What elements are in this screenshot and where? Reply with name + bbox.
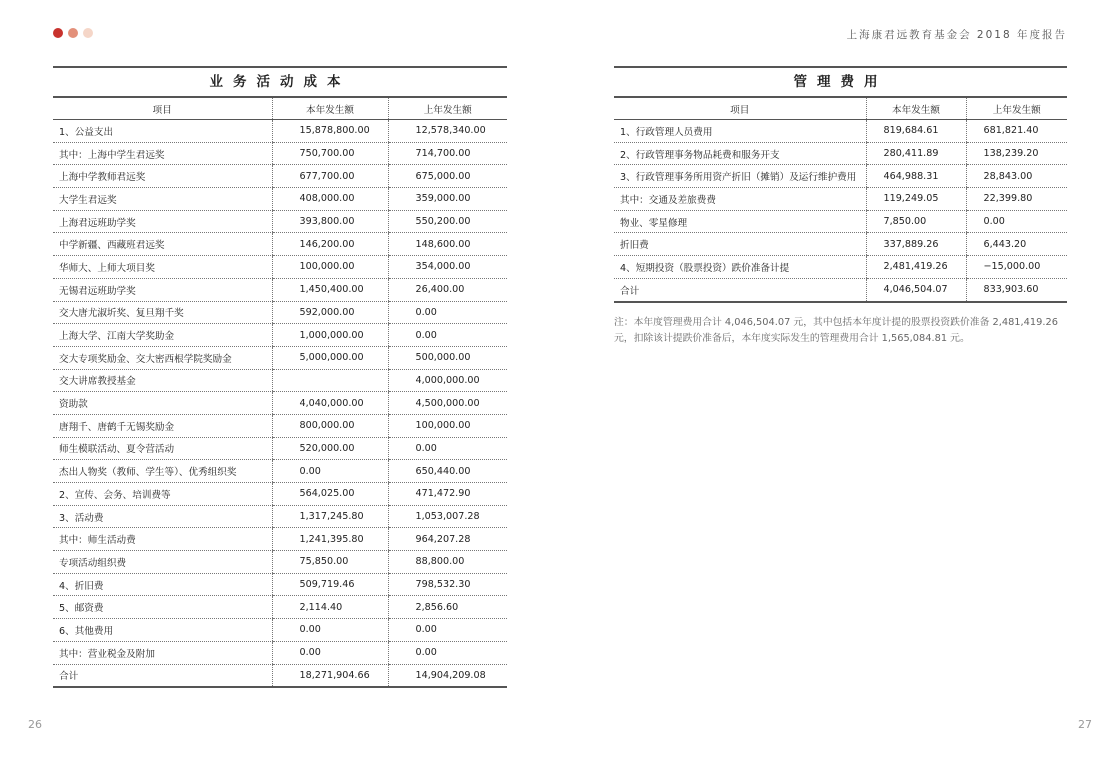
column-header-current-year: 本年发生额 bbox=[272, 98, 388, 120]
management-costs-note: 注：本年度管理费用合计 4,046,504.07 元，其中包括本年度计提的股票投资跌价准备 2,481,419.26 元，扣除该计提跌价准备后，本年度实际发生的管理费用合计 1,565,084.81 元。 bbox=[614, 317, 1058, 344]
cell-previous-year: −15,000.00 bbox=[966, 256, 1067, 279]
column-header-current-year: 本年发生额 bbox=[866, 98, 966, 120]
cell-item: 杰出人物奖（教师、学生等）、优秀组织奖 bbox=[53, 460, 272, 483]
column-header-item: 项目 bbox=[614, 98, 866, 120]
cell-previous-year: 500,000.00 bbox=[388, 346, 507, 369]
table-row bbox=[53, 165, 507, 188]
table-row bbox=[53, 460, 507, 483]
cell-item: 3、活动费 bbox=[53, 505, 272, 528]
table-row bbox=[53, 483, 507, 506]
cell-current-year: 0.00 bbox=[272, 641, 388, 664]
cell-item: 其中：上海中学生君远奖 bbox=[53, 142, 272, 165]
dot-pale bbox=[83, 28, 93, 38]
cell-previous-year: 964,207.28 bbox=[388, 528, 507, 551]
cell-item: 1、公益支出 bbox=[53, 120, 272, 143]
cell-previous-year: 148,600.00 bbox=[388, 233, 507, 256]
table-row bbox=[53, 437, 507, 460]
table-row bbox=[53, 256, 507, 279]
cell-previous-year: 471,472.90 bbox=[388, 483, 507, 506]
cell-current-year: 100,000.00 bbox=[272, 256, 388, 279]
cell-current-year bbox=[272, 369, 388, 392]
table-row bbox=[614, 278, 1067, 301]
column-header-item: 项目 bbox=[53, 98, 272, 120]
cell-previous-year: 0.00 bbox=[388, 619, 507, 642]
cell-previous-year: 4,500,000.00 bbox=[388, 392, 507, 415]
cell-previous-year: 100,000.00 bbox=[388, 414, 507, 437]
cell-current-year: 592,000.00 bbox=[272, 301, 388, 324]
cell-item: 交大讲席教授基金 bbox=[53, 369, 272, 392]
table-row bbox=[53, 551, 507, 574]
cell-item: 合计 bbox=[614, 278, 866, 301]
cell-current-year: 1,317,245.80 bbox=[272, 505, 388, 528]
table-row bbox=[53, 142, 507, 165]
cell-item: 大学生君远奖 bbox=[53, 188, 272, 211]
table-row bbox=[614, 188, 1067, 211]
cell-current-year: 2,481,419.26 bbox=[866, 256, 966, 279]
cell-current-year: 15,878,800.00 bbox=[272, 120, 388, 143]
cell-current-year: 1,450,400.00 bbox=[272, 278, 388, 301]
cell-previous-year: 26,400.00 bbox=[388, 278, 507, 301]
cell-item: 交大唐尤淑圻奖、复旦翔千奖 bbox=[53, 301, 272, 324]
cell-current-year: 800,000.00 bbox=[272, 414, 388, 437]
cell-previous-year: 22,399.80 bbox=[966, 188, 1067, 211]
cell-current-year: 509,719.46 bbox=[272, 573, 388, 596]
page-number-right: 27 bbox=[1078, 718, 1092, 731]
cell-current-year: 408,000.00 bbox=[272, 188, 388, 211]
table-row bbox=[53, 233, 507, 256]
cell-previous-year: 359,000.00 bbox=[388, 188, 507, 211]
cell-current-year: 4,040,000.00 bbox=[272, 392, 388, 415]
cell-item: 专项活动组织费 bbox=[53, 551, 272, 574]
cell-current-year: 280,411.89 bbox=[866, 142, 966, 165]
cell-item: 唐翔千、唐鹤千无锡奖励金 bbox=[53, 414, 272, 437]
cell-current-year: 146,200.00 bbox=[272, 233, 388, 256]
cell-item: 其中：营业税金及附加 bbox=[53, 641, 272, 664]
cell-current-year: 18,271,904.66 bbox=[272, 664, 388, 687]
cell-previous-year: 6,443.20 bbox=[966, 233, 1067, 256]
business-costs-body bbox=[53, 120, 507, 688]
cell-item: 其中：交通及差旅费费 bbox=[614, 188, 866, 211]
table-row bbox=[53, 369, 507, 392]
cell-previous-year: 2,856.60 bbox=[388, 596, 507, 619]
table-header-row bbox=[614, 98, 1067, 120]
cell-current-year: 464,988.31 bbox=[866, 165, 966, 188]
cell-previous-year: 681,821.40 bbox=[966, 120, 1067, 143]
cell-item: 华师大、上师大项目奖 bbox=[53, 256, 272, 279]
table-row bbox=[53, 573, 507, 596]
cell-previous-year: 88,800.00 bbox=[388, 551, 507, 574]
cell-previous-year: 833,903.60 bbox=[966, 278, 1067, 301]
table-row bbox=[53, 392, 507, 415]
management-costs-title: 管理费用 bbox=[614, 66, 1067, 98]
management-costs-table bbox=[614, 98, 1067, 303]
table-row bbox=[614, 210, 1067, 233]
business-costs-table bbox=[53, 98, 507, 688]
cell-previous-year: 0.00 bbox=[388, 641, 507, 664]
cell-item: 2、宣传、会务、培训费等 bbox=[53, 483, 272, 506]
cell-item: 4、短期投资（股票投资）跌价准备计提 bbox=[614, 256, 866, 279]
cell-item: 上海大学、江南大学奖助金 bbox=[53, 324, 272, 347]
dot-salmon bbox=[68, 28, 78, 38]
cell-previous-year: 675,000.00 bbox=[388, 165, 507, 188]
cell-item: 交大专项奖励金、交大密西根学院奖励金 bbox=[53, 346, 272, 369]
cell-current-year: 393,800.00 bbox=[272, 210, 388, 233]
cell-item: 折旧费 bbox=[614, 233, 866, 256]
table-row bbox=[53, 414, 507, 437]
table-row bbox=[53, 596, 507, 619]
cell-item: 其中：师生活动费 bbox=[53, 528, 272, 551]
cell-item: 5、邮资费 bbox=[53, 596, 272, 619]
cell-previous-year: 0.00 bbox=[388, 301, 507, 324]
cell-previous-year: 0.00 bbox=[388, 437, 507, 460]
table-row bbox=[614, 256, 1067, 279]
cell-previous-year: 1,053,007.28 bbox=[388, 505, 507, 528]
cell-item: 2、行政管理事务物品耗费和服务开支 bbox=[614, 142, 866, 165]
cell-previous-year: 550,200.00 bbox=[388, 210, 507, 233]
table-row bbox=[53, 301, 507, 324]
table-row bbox=[53, 528, 507, 551]
cell-current-year: 119,249.05 bbox=[866, 188, 966, 211]
dot-red bbox=[53, 28, 63, 38]
table-row bbox=[53, 664, 507, 687]
column-header-previous-year: 上年发生额 bbox=[966, 98, 1067, 120]
table-row bbox=[53, 505, 507, 528]
cell-current-year: 75,850.00 bbox=[272, 551, 388, 574]
table-row bbox=[53, 346, 507, 369]
cell-current-year: 520,000.00 bbox=[272, 437, 388, 460]
cell-current-year: 1,000,000.00 bbox=[272, 324, 388, 347]
cell-current-year: 7,850.00 bbox=[866, 210, 966, 233]
table-header-row bbox=[53, 98, 507, 120]
business-costs-section bbox=[53, 66, 507, 688]
cell-current-year: 2,114.40 bbox=[272, 596, 388, 619]
cell-item: 6、其他费用 bbox=[53, 619, 272, 642]
business-costs-title: 业务活动成本 bbox=[53, 66, 507, 98]
cell-current-year: 337,889.26 bbox=[866, 233, 966, 256]
cell-item: 合计 bbox=[53, 664, 272, 687]
cell-item: 师生模联活动、夏令营活动 bbox=[53, 437, 272, 460]
table-row bbox=[614, 165, 1067, 188]
column-header-previous-year: 上年发生额 bbox=[388, 98, 507, 120]
cell-current-year: 4,046,504.07 bbox=[866, 278, 966, 301]
table-row bbox=[53, 278, 507, 301]
cell-item: 资助款 bbox=[53, 392, 272, 415]
management-costs-section bbox=[614, 66, 1067, 303]
cell-previous-year: 138,239.20 bbox=[966, 142, 1067, 165]
cell-item: 上海中学教师君远奖 bbox=[53, 165, 272, 188]
table-row bbox=[614, 142, 1067, 165]
cell-item: 1、行政管理人员费用 bbox=[614, 120, 866, 143]
table-row bbox=[614, 120, 1067, 143]
table-row bbox=[53, 619, 507, 642]
table-row bbox=[53, 188, 507, 211]
cell-previous-year: 714,700.00 bbox=[388, 142, 507, 165]
cell-previous-year: 4,000,000.00 bbox=[388, 369, 507, 392]
cell-item: 中学新疆、西藏班君远奖 bbox=[53, 233, 272, 256]
cell-current-year: 0.00 bbox=[272, 460, 388, 483]
cell-item: 4、折旧费 bbox=[53, 573, 272, 596]
decorative-dots bbox=[53, 28, 93, 38]
cell-previous-year: 798,532.30 bbox=[388, 573, 507, 596]
report-header-title: 上海康君远教育基金会 2018 年度报告 bbox=[846, 29, 1067, 41]
cell-previous-year: 12,578,340.00 bbox=[388, 120, 507, 143]
cell-previous-year: 0.00 bbox=[388, 324, 507, 347]
cell-item: 上海君远班助学奖 bbox=[53, 210, 272, 233]
cell-previous-year: 650,440.00 bbox=[388, 460, 507, 483]
cell-current-year: 677,700.00 bbox=[272, 165, 388, 188]
cell-current-year: 750,700.00 bbox=[272, 142, 388, 165]
table-row bbox=[614, 233, 1067, 256]
cell-item: 物业、零星修理 bbox=[614, 210, 866, 233]
cell-current-year: 1,241,395.80 bbox=[272, 528, 388, 551]
table-row bbox=[53, 324, 507, 347]
table-row bbox=[53, 120, 507, 143]
cell-item: 无锡君远班助学奖 bbox=[53, 278, 272, 301]
cell-item: 3、行政管理事务所用资产折旧（摊销）及运行维护费用 bbox=[614, 165, 866, 188]
page-number-left: 26 bbox=[28, 718, 42, 731]
cell-previous-year: 354,000.00 bbox=[388, 256, 507, 279]
table-row bbox=[53, 210, 507, 233]
cell-current-year: 5,000,000.00 bbox=[272, 346, 388, 369]
management-costs-body bbox=[614, 120, 1067, 302]
cell-previous-year: 28,843.00 bbox=[966, 165, 1067, 188]
cell-previous-year: 0.00 bbox=[966, 210, 1067, 233]
cell-current-year: 564,025.00 bbox=[272, 483, 388, 506]
cell-current-year: 819,684.61 bbox=[866, 120, 966, 143]
table-row bbox=[53, 641, 507, 664]
cell-current-year: 0.00 bbox=[272, 619, 388, 642]
cell-previous-year: 14,904,209.08 bbox=[388, 664, 507, 687]
